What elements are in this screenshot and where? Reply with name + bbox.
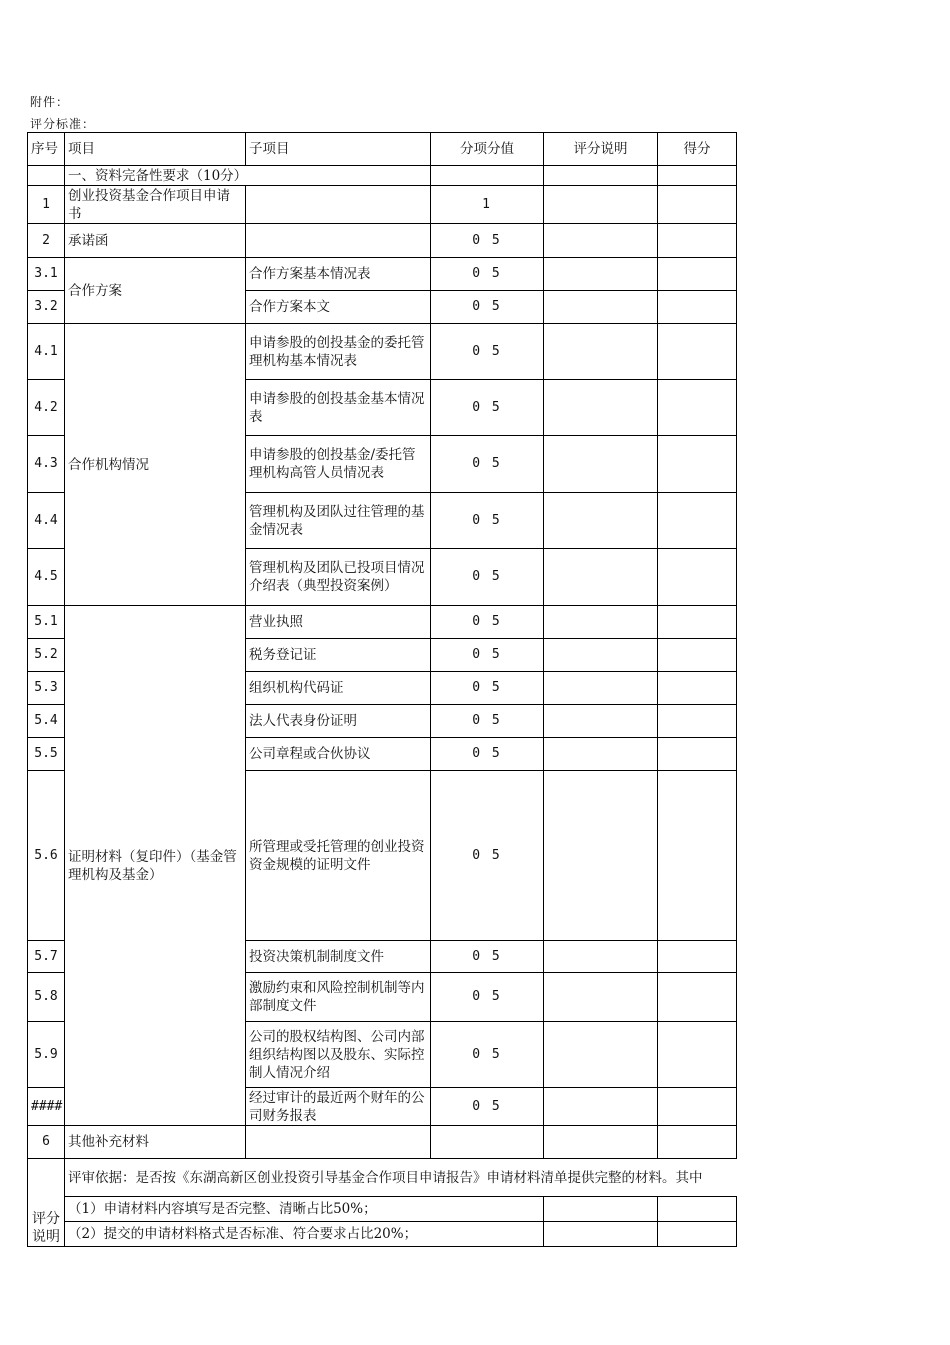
row-number: 3.1 xyxy=(28,258,65,291)
col-header-sub: 子项目 xyxy=(246,133,431,166)
row-score: 0 5 xyxy=(431,224,544,258)
points-cell[interactable] xyxy=(658,771,737,941)
row-sub: 管理机构及团队已投项目情况介绍表（典型投资案例） xyxy=(246,549,431,606)
col-header-notes: 评分说明 xyxy=(544,133,658,166)
row-number: 1 xyxy=(28,186,65,224)
table-row xyxy=(28,258,737,291)
row-number: 5.8 xyxy=(28,973,65,1022)
row-sub: 营业执照 xyxy=(246,606,431,639)
notes-basis-row xyxy=(28,1159,737,1197)
points-cell[interactable] xyxy=(658,941,737,973)
row-sub: 管理机构及团队过往管理的基金情况表 xyxy=(246,493,431,549)
header-line-2: 评分标准： xyxy=(30,117,96,131)
row-number: 5.1 xyxy=(28,606,65,639)
row-score: 0 5 xyxy=(431,493,544,549)
scoring-table xyxy=(27,132,737,1247)
row-sub: 合作方案本文 xyxy=(246,291,431,324)
row-number: 5.6 xyxy=(28,771,65,941)
row-sub: 投资决策机制制度文件 xyxy=(246,941,431,973)
row-item: 其他补充材料 xyxy=(65,1126,246,1159)
notes-cell[interactable] xyxy=(544,606,658,639)
notes-cell[interactable] xyxy=(544,705,658,738)
points-cell[interactable] xyxy=(658,186,737,224)
row-score: 0 5 xyxy=(431,672,544,705)
notes-line-row xyxy=(28,1197,737,1222)
row-item: 证明材料（复印件）（基金管理机构及基金） xyxy=(65,606,246,1126)
row-score: 0 5 xyxy=(431,705,544,738)
row-number: 4.3 xyxy=(28,436,65,493)
row-number: #### xyxy=(28,1088,65,1126)
notes-cell[interactable] xyxy=(544,493,658,549)
table-row xyxy=(28,186,737,224)
row-number: 4.4 xyxy=(28,493,65,549)
row-score: 0 5 xyxy=(431,380,544,436)
row-number: 5.9 xyxy=(28,1022,65,1088)
notes-basis: 评审依据：是否按《东湖高新区创业投资引导基金合作项目申请报告》申请材料清单提供完整的材料。其中 xyxy=(65,1159,737,1197)
section-title-row xyxy=(28,166,737,186)
row-number: 5.3 xyxy=(28,672,65,705)
header-line-1: 附件： xyxy=(30,95,70,109)
column-header-row xyxy=(28,133,737,166)
row-sub xyxy=(246,186,431,224)
row-number: 5.5 xyxy=(28,738,65,771)
row-item: 承诺函 xyxy=(65,224,246,258)
points-cell[interactable] xyxy=(658,291,737,324)
row-score: 1 xyxy=(431,186,544,224)
notes-label: 评分说明 xyxy=(28,1159,65,1247)
notes-cell[interactable] xyxy=(544,258,658,291)
row-score: 0 5 xyxy=(431,1088,544,1126)
row-number: 5.7 xyxy=(28,941,65,973)
row-score: 0 5 xyxy=(431,436,544,493)
points-cell[interactable] xyxy=(658,973,737,1022)
points-cell[interactable] xyxy=(658,224,737,258)
table-row xyxy=(28,606,737,639)
row-sub: 申请参股的创投基金基本情况表 xyxy=(246,380,431,436)
points-cell[interactable] xyxy=(658,324,737,380)
points-cell[interactable] xyxy=(658,380,737,436)
notes-line-2: （2）提交的申请材料格式是否标准、符合要求占比20%； xyxy=(65,1222,544,1247)
table-row xyxy=(28,224,737,258)
notes-line-1: （1）申请材料内容填写是否完整、清晰占比50%； xyxy=(65,1197,544,1222)
row-score: 0 5 xyxy=(431,549,544,606)
notes-cell[interactable] xyxy=(544,1126,658,1159)
notes-cell[interactable] xyxy=(544,1088,658,1126)
row-sub: 税务登记证 xyxy=(246,639,431,672)
row-sub: 经过审计的最近两个财年的公司财务报表 xyxy=(246,1088,431,1126)
table-row xyxy=(28,324,737,380)
notes-cell[interactable] xyxy=(544,672,658,705)
row-sub: 组织机构代码证 xyxy=(246,672,431,705)
row-number: 5.4 xyxy=(28,705,65,738)
notes-line-row xyxy=(28,1222,737,1247)
notes-cell[interactable] xyxy=(544,738,658,771)
table-row xyxy=(28,1126,737,1159)
col-header-score: 分项分值 xyxy=(431,133,544,166)
col-header-points: 得分 xyxy=(658,133,737,166)
notes-cell[interactable] xyxy=(544,639,658,672)
row-sub xyxy=(246,224,431,258)
row-sub: 申请参股的创投基金/委托管理机构高管人员情况表 xyxy=(246,436,431,493)
row-item: 合作机构情况 xyxy=(65,324,246,606)
points-cell[interactable] xyxy=(658,606,737,639)
notes-cell[interactable] xyxy=(544,186,658,224)
notes-cell[interactable] xyxy=(544,224,658,258)
row-sub: 法人代表身份证明 xyxy=(246,705,431,738)
row-number: 4.2 xyxy=(28,380,65,436)
notes-cell[interactable] xyxy=(544,973,658,1022)
notes-cell[interactable] xyxy=(544,291,658,324)
row-number: 3.2 xyxy=(28,291,65,324)
notes-cell[interactable] xyxy=(544,771,658,941)
points-cell[interactable] xyxy=(658,1126,737,1159)
row-score: 0 5 xyxy=(431,1022,544,1088)
notes-cell[interactable] xyxy=(544,324,658,380)
row-score: 0 5 xyxy=(431,738,544,771)
col-header-item: 项目 xyxy=(65,133,246,166)
row-sub: 公司章程或合伙协议 xyxy=(246,738,431,771)
notes-cell[interactable] xyxy=(544,1022,658,1088)
row-sub: 公司的股权结构图、公司内部组织结构图以及股东、实际控制人情况介绍 xyxy=(246,1022,431,1088)
row-score: 0 5 xyxy=(431,291,544,324)
row-item: 创业投资基金合作项目申请书 xyxy=(65,186,246,224)
col-header-no: 序号 xyxy=(28,133,65,166)
points-cell[interactable] xyxy=(658,1088,737,1126)
row-number: 5.2 xyxy=(28,639,65,672)
points-cell[interactable] xyxy=(658,493,737,549)
row-score: 0 5 xyxy=(431,771,544,941)
row-number: 4.5 xyxy=(28,549,65,606)
notes-cell[interactable] xyxy=(544,436,658,493)
points-cell[interactable] xyxy=(658,705,737,738)
row-sub: 所管理或受托管理的创业投资资金规模的证明文件 xyxy=(246,771,431,941)
row-sub xyxy=(246,1126,431,1159)
row-item: 合作方案 xyxy=(65,258,246,324)
notes-cell[interactable] xyxy=(544,549,658,606)
row-score: 0 5 xyxy=(431,973,544,1022)
row-sub: 申请参股的创投基金的委托管理机构基本情况表 xyxy=(246,324,431,380)
points-cell[interactable] xyxy=(658,436,737,493)
points-cell[interactable] xyxy=(658,549,737,606)
row-score: 0 5 xyxy=(431,639,544,672)
row-score xyxy=(431,1126,544,1159)
row-number: 2 xyxy=(28,224,65,258)
points-cell[interactable] xyxy=(658,1022,737,1088)
row-number: 4.1 xyxy=(28,324,65,380)
notes-cell[interactable] xyxy=(544,941,658,973)
row-score: 0 5 xyxy=(431,324,544,380)
row-number: 6 xyxy=(28,1126,65,1159)
points-cell[interactable] xyxy=(658,258,737,291)
row-sub: 合作方案基本情况表 xyxy=(246,258,431,291)
row-score: 0 5 xyxy=(431,258,544,291)
points-cell[interactable] xyxy=(658,738,737,771)
points-cell[interactable] xyxy=(658,639,737,672)
notes-cell[interactable] xyxy=(544,380,658,436)
row-sub: 激励约束和风险控制机制等内部制度文件 xyxy=(246,973,431,1022)
section-title: 一、资料完备性要求（10分） xyxy=(65,166,431,186)
row-score: 0 5 xyxy=(431,941,544,973)
points-cell[interactable] xyxy=(658,672,737,705)
row-score: 0 5 xyxy=(431,606,544,639)
